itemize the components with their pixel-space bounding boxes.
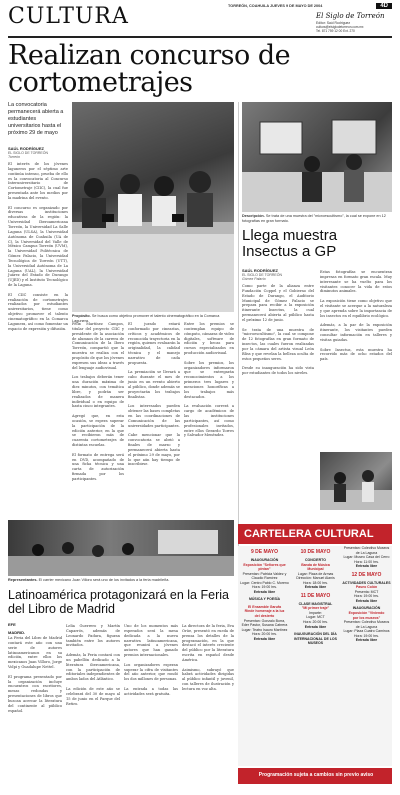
cartelera-line: Lugar: MCT: [306, 615, 325, 620]
cartelera-line: Presentan: Colectivo Museos: [343, 620, 390, 625]
cartelera-line: Lugar: Museo Casa del Cerro: [343, 555, 390, 560]
cartelera-line: CONCIERTO: [305, 558, 326, 562]
side-org: EL SIGLO DE TORREÓN: [242, 273, 283, 277]
side-caption-text: Se trata de una muestra del "microescultismo", la cual se expone en 12 fotografías en gran formato.: [242, 214, 386, 223]
cartelera-line: Imparte:: [309, 610, 322, 615]
feria-city: MADRID.: [8, 630, 26, 635]
cartelera-line: Presentan: Patricia Valdez y: [242, 571, 287, 576]
cartelera-line: Hora: 19:00 hrs.: [353, 633, 380, 638]
cartelera-line: Entrada libre: [253, 636, 276, 641]
cartelera-line: del desierto: [254, 614, 275, 619]
cartelera-line: Eder Pastor, Susana Cabrera: [241, 623, 288, 628]
lead-caption-label: Propósito.: [72, 314, 91, 318]
editor-line: Editor: Saúl Rodríguez: [316, 21, 351, 25]
lead-photo: [72, 102, 234, 312]
feria-photo: [8, 520, 234, 576]
lead-column-3: El jurado estará conformado por cineastas, críticos y académicos de reconocida trayectoria en la región, quienes evaluarán la originalidad, la calidad técnica y el manejo narrativo de cada propuesta. La premiación se llevará a cabo durante el mes de junio en un evento abierto al público, donde además se proyectarán los trabajos finalistas. Los interesados pueden obtener las bases completas en las coordinaciones de Comunicación de las universidades participantes. Cabe mencionar que la convocatoria se abrió a finales de marzo y permanecerá abierta hasta el próximo 29 de mayo, por lo que aún hay tiempo de inscribirse.: [128, 322, 180, 467]
cartelera-line: Exposición "Señores que pintan": [243, 562, 286, 572]
cartelera-line: Entrada libre: [355, 564, 378, 569]
cartelera-line: MUSEOS: [307, 641, 324, 646]
lead-author: SAÚL RODRÍGUEZ: [8, 146, 44, 151]
book-fair-crowd-image: [8, 520, 234, 576]
feria-photo-caption: [8, 578, 234, 583]
cartelera-line: ACTIVIDADES CULTURALES: [342, 580, 391, 585]
cartelera-day-heading: 11 DE MAYO: [300, 592, 331, 599]
exhibit-visitors-image: [320, 452, 392, 510]
lead-byline: [8, 146, 68, 159]
paper-logo: El Siglo de Torreón: [316, 12, 385, 20]
cartelera-line: Banda de Música: [301, 562, 330, 567]
cartelera-line: MÚSICA Y POESÍA: [248, 597, 281, 602]
masthead: [8, 4, 392, 34]
cartelera-line: Dirección: Manuel Alanís: [296, 576, 335, 581]
lead-deck: La convocatoria permanecerá abierta a estudiantes universitarios hasta el próximo 29 de mayo: [8, 102, 64, 136]
cartelera-line: Hora: 18:00 hrs.: [302, 580, 329, 585]
feria-caption-text: El carrier mexicano Juan Villoro será uno de los invitados a la feria madrileña.: [38, 578, 170, 582]
feria-caption-label: Representantes.: [8, 578, 38, 582]
feria-column-2: Lelia Guerrero y Martín Caparrós, además de Leonardo Padura, figuran también entre los autores invitados. Además, la Feria contará con un pabellón dedicado a la literatura iberoamericana, con la participación de editoriales independientes de ambos lados del Atlántico. La edición de este año se celebrará del 30 de mayo al 15 de junio en el Parque del Retiro.: [66, 624, 120, 706]
dateline: TORREÓN, COAHUILA JUEVES 9 DE MAYO DE 2004: [228, 4, 323, 8]
cartelera-line: El Ensamble Garufa: [247, 604, 282, 609]
cartelera-line: por los museos": [352, 615, 381, 620]
cartelera-line: de La Laguna: [355, 550, 378, 555]
cartelera-line: Entrada libre: [304, 624, 327, 629]
cartelera-line: CLASE MAGISTRAL: [298, 601, 333, 606]
side-byline: [242, 268, 314, 281]
cartelera-line: Claudio Ramírez: [251, 576, 278, 581]
feria-column-1: La Feria del Libro de Madrid contará este año con una serie de autores latinoamericanos en su edición, entre ellos los mexicanos Juan Villoro, Jorge Volpi y Guadalupe Nettel. El programa presentado por la organización incluye encuentros con escritores, mesas redondas y presentaciones de libros que buscan acercar la literatura del continente al público español.: [8, 636, 62, 713]
feria-byline: [8, 622, 62, 627]
side-divider: [238, 102, 239, 580]
page-number: 4D: [376, 3, 392, 9]
cartelera-line: Municipal: [307, 567, 324, 572]
side-city: Gómez Palacio: [242, 277, 266, 281]
side-column-2: Estas fotografías se encuentran impresas en formato gran escala. Muy interesante se ha vuelto para los visitantes conocer la vida de estos diminutos animales. La exposición tiene como objetivo que el visitante se acerque a la naturaleza y que aprenda sobre la importancia de los insectos en el equilibrio ecológico. Además, a la par de la exposición itinerante, los visitantes pueden consultar información en talleres y visitas guiadas. Sobre Insectus, esta muestra ha recorrido más de ocho estados del país.: [320, 270, 392, 362]
lead-headline: Realizan concurso de cortometrajes: [8, 40, 291, 98]
cartelera-line: Presentan: Gonzalo Borra,: [243, 618, 286, 623]
cartelera-line: Lugar: Plaza de Armas: [297, 571, 334, 576]
side-caption-label: Descripción.: [242, 214, 265, 218]
cartelera-day-heading: 9 DE MAYO: [250, 549, 279, 555]
feria-headline: Latinoamérica protagonizará en la Feria del Libro de Madrid: [8, 588, 229, 616]
side-photo-caption: [242, 214, 392, 223]
cartelera-day-heading: 10 DE MAYO: [300, 549, 331, 555]
cartelera-line: Lugar: Teatro Isauro Martínez: [241, 627, 288, 632]
lead-column-4: Entre los premios se contemplan equipo de cómputo, cámaras de video digitales, software de edición y becas para cursos especializados en producción audiovisual. Sobre los premios, los organizadores informaron que se entregarán reconocimientos a los primeros tres lugares y menciones honoríficas a los trabajos más destacados. La evaluación correrá a cargo de académicos de las instituciones participantes, así como profesionales invitados, entre ellos Gerardo Torres y Salvador Menéndez.: [184, 322, 234, 438]
cartelera-column-2: [291, 546, 340, 646]
cartelera-footer: Programación sujeta a cambios sin previo aviso: [258, 772, 374, 778]
lead-city: Torreón: [8, 155, 20, 159]
cartelera-line: Entrada libre: [355, 598, 378, 603]
insect-exhibit-image: [242, 102, 392, 212]
cartelera-line: Hora: 20:00 hrs.: [251, 632, 278, 637]
cartelera-line: Hora: 19:00 hrs.: [251, 585, 278, 590]
cartelera-line: Hora: 20:00 hrs.: [302, 620, 329, 625]
cartelera-line: Rinde homenaje a la luz: [244, 609, 285, 614]
lead-org: EL SIGLO DE TORREÓN: [8, 151, 49, 155]
people-at-table-image: [72, 102, 234, 312]
cartelera-line: "Mi primer traje": [301, 606, 330, 611]
email-line: cultura@elsiglodetorreon.com.mx: [316, 25, 364, 29]
feria-column-4: La directora de la feria, Eva Orúe, presentó en rueda de prensa los detalles de la programación, en la que destacó el interés creciente del público por la literatura escrita en español desde América. Asimismo, subrayó que habrá actividades dirigidas al público infantil y juvenil, con talleres de ilustración y lectura en voz alta.: [182, 624, 234, 691]
cartelera-day-heading: 12 DE MAYO: [351, 571, 382, 578]
feria-author: EFE: [8, 622, 16, 627]
lead-caption-text: Se busca como objetivo promover el talento cinematográfico en la Comarca Lagunera.: [72, 314, 220, 323]
side-author: SAÚL RODRÍGUEZ: [242, 268, 278, 273]
lead-column-1: El interés de los jóvenes laguneros por el séptimo arte continúa intenso, prueba de ello es la convocatoria al Concurso Interuniversitario de Cortometraje (CIIC), la cual fue presentada ante los medios por la madrina del evento. El concurso es organizado por diversas instituciones educativas de la región: la Universidad Iberoamericana Torreón, la Universidad La Salle Laguna (ULSA), la Universidad Autónoma de Coahuila (UA de C), la Universidad del Valle de México Campus Torreón (UVM), la Universidad Politécnica de Gómez Palacio, la Universidad Tecnológica de Torreón (UTT), la Universidad Autónoma de La Laguna (UAL), la Universidad Juárez del Estado de Durango (UJED) y el Instituto Tecnológico de la Laguna. El CIIC consiste en la realización de cortometrajes realizados por estudiantes universitarios, tiene como objetivo promover el talento cinematográfico en la Comarca Lagunera, así como fomentar un espacio de expresión y difusión.: [8, 162, 68, 331]
phone-line: Tel. 871 759 12 00 Ext. 270: [316, 29, 355, 33]
cartelera-line: Presenta: MCT: [354, 589, 379, 594]
side-photo-2: [320, 452, 392, 510]
cartelera-line: Paseo Colón: [355, 585, 378, 590]
cartelera-line: INTERNACIONAL DE LOS: [294, 636, 337, 641]
section-title: CULTURA: [8, 4, 129, 29]
cartelera-line: Entrada libre: [304, 585, 327, 590]
cartelera-line: INAUGURACIÓN DEL DÍA: [294, 632, 337, 637]
cartelera-title: CARTELERA CULTURAL: [244, 528, 374, 540]
cartelera-body: [238, 546, 392, 766]
cartelera-line: INAUGURACIÓN: [250, 558, 279, 562]
cartelera-line: Lugar: Plaza Cuatro Caminos: [343, 629, 390, 634]
cartelera-line: Lugar: Centro Pablo C. Moreno: [240, 580, 289, 585]
cartelera-line: de La Laguna: [355, 624, 378, 629]
feria-column-3: Uno de los momentos más esperados será la mesa dedicada a la nueva narrativa latinoamericana, que reunirá a jóvenes autores que han ganado premios internacionales. Los organizadores esperan superar la cifra de visitantes del año anterior, que rondó los dos millones de personas. La entrada a todas las actividades será gratuita.: [124, 624, 178, 696]
header-rule: [8, 36, 392, 38]
cartelera-column-3: [342, 546, 391, 643]
cartelera-line: INAUGURACIÓN: [352, 606, 381, 611]
cartelera-line: Exposición "Viviendo: [348, 611, 385, 616]
cartelera-line: Entrada libre: [355, 638, 378, 643]
side-headline: Llega muestra Insectus a GP: [242, 227, 338, 260]
side-photo: [242, 102, 392, 212]
lead-column-2: Félix Martínez Campos, titular del proyecto CIIC y presidente de la asociación de alumnos de la carrera de Comunicación de la Ibero Torreón, compartió que la muestra se realiza con el propósito de que los jóvenes expresen sus ideas a través del lenguaje audiovisual. Los trabajos deberán tener una duración máxima de diez minutos, con temática libre, y podrán ser realizados de manera individual o en equipo de hasta cinco integrantes. Agregó que, en esta ocasión, se espera superar la participación de la edición anterior, en la que se recibieron más de cuarenta cortometrajes de distintas escuelas. El formato de entrega será en DVD, acompañado de una ficha técnica y una carta de autorización firmada por los participantes.: [72, 322, 124, 481]
cartelera-line: Entrada libre: [253, 589, 276, 594]
cartelera-line: Hora: 11:00 hrs.: [354, 559, 379, 564]
side-column-1: Como parte de la alianza entre Fundación Coppel y el Gobierno del Estado de Durango, el Auditorio Municipal de Gómez Palacio se prepara para recibir a la exposición itinerante Insectus, la cual permanecerá abierta al público hasta el próximo 12 de junio. Se trata de una muestra de "microescultismo", la cual se compone de 12 fotografías en gran formato de insectos, las cuales fueron realizadas por la cámara del artista visual León Bliss y que revelan la belleza oculta de estos pequeños seres. Desde su inauguración ha sido vista por estudiantes de todos los niveles.: [242, 284, 314, 376]
cartelera-line: Presentan: Colectivo Museos: [343, 546, 390, 550]
cartelera-line: Hora: 19:00 hrs.: [353, 594, 380, 599]
cartelera-column-1: [240, 546, 289, 641]
